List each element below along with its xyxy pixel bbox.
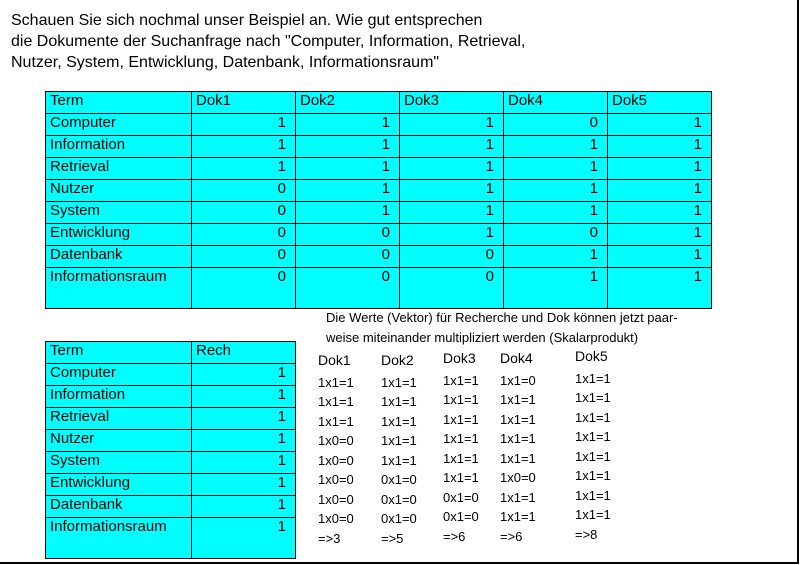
calc-line: 0x1=0 xyxy=(443,509,479,524)
table-row xyxy=(46,430,296,452)
value-cell: 1 xyxy=(504,180,608,202)
calc-column xyxy=(318,351,354,548)
calc-line: 1x1=0 xyxy=(500,372,536,388)
calc-line: 1x1=1 xyxy=(500,489,536,505)
value-cell: 1 xyxy=(400,158,504,180)
value-cell: 0 xyxy=(192,268,296,309)
calc-line: 1x1=1 xyxy=(575,370,611,386)
table-row xyxy=(46,474,296,496)
calc-header: Dok4 xyxy=(500,350,533,366)
table-row xyxy=(46,114,712,136)
calc-line: 1x1=1 xyxy=(318,374,354,390)
calc-line: 1x1=1 xyxy=(381,413,417,429)
value-cell: 1 xyxy=(192,364,296,386)
value-cell: 1 xyxy=(608,158,712,180)
calc-line: 1x1=1 xyxy=(500,392,536,407)
value-cell: 1 xyxy=(400,202,504,224)
calc-column xyxy=(500,349,536,546)
calc-line: 1x1=1 xyxy=(575,409,611,425)
value-cell: 0 xyxy=(296,246,400,268)
calc-header: Dok3 xyxy=(443,350,476,366)
calc-result: =>6 xyxy=(443,528,466,544)
value-cell: 1 xyxy=(504,136,608,158)
term-cell: Information xyxy=(46,136,192,158)
value-cell: 1 xyxy=(296,158,400,180)
value-cell: 1 xyxy=(296,180,400,202)
table-header-row xyxy=(46,92,712,114)
term-cell: Datenbank xyxy=(46,246,192,268)
calc-line: 0x1=0 xyxy=(381,491,417,507)
calc-header: Dok5 xyxy=(575,348,608,364)
value-cell: 1 xyxy=(504,158,608,180)
calc-line: 1x1=1 xyxy=(443,450,479,466)
calc-line: 1x1=1 xyxy=(381,452,417,468)
calc-column xyxy=(381,351,417,548)
calc-line: 1x1=1 xyxy=(500,431,536,446)
calc-line: 1x1=1 xyxy=(318,394,354,409)
calc-line: 1x1=1 xyxy=(443,392,479,407)
calc-line: 1x1=1 xyxy=(575,487,611,503)
value-cell: 1 xyxy=(192,114,296,136)
calc-result: =>5 xyxy=(381,530,404,546)
value-cell: 1 xyxy=(296,202,400,224)
term-cell: Retrieval xyxy=(46,158,192,180)
calc-line: 1x0=0 xyxy=(318,491,354,507)
calc-line: 1x0=0 xyxy=(318,511,354,526)
value-cell: 1 xyxy=(192,518,296,559)
header-cell: Dok1 xyxy=(192,92,296,114)
query-term-table xyxy=(45,341,296,559)
calc-line: 1x1=1 xyxy=(500,411,536,427)
value-cell: 0 xyxy=(192,202,296,224)
table-row xyxy=(46,180,712,202)
calc-result: =>6 xyxy=(500,528,523,544)
value-cell: 1 xyxy=(192,158,296,180)
calc-column xyxy=(443,349,479,546)
calc-result: =>3 xyxy=(318,530,341,546)
term-cell: Entwicklung xyxy=(46,474,192,496)
value-cell: 1 xyxy=(608,180,712,202)
table-row xyxy=(46,224,712,246)
intro-text xyxy=(11,10,525,73)
calc-line: 1x1=1 xyxy=(381,374,417,390)
value-cell: 1 xyxy=(192,408,296,430)
calc-line: 1x0=0 xyxy=(318,472,354,487)
term-cell: Computer xyxy=(46,114,192,136)
table-row xyxy=(46,364,296,386)
value-cell: 0 xyxy=(296,268,400,309)
value-cell: 1 xyxy=(504,202,608,224)
calc-header: Dok1 xyxy=(318,352,351,368)
term-cell: Nutzer xyxy=(46,180,192,202)
calc-line: 1x1=1 xyxy=(318,413,354,429)
value-cell: 0 xyxy=(296,224,400,246)
intro-line: die Dokumente der Suchanfrage nach "Computer, Information, Retrieval, xyxy=(11,33,526,50)
term-cell: Informationsraum xyxy=(46,518,192,559)
calc-line: 0x1=0 xyxy=(443,489,479,505)
note-line: weise miteinander multipliziert werden (Skalarprodukt) xyxy=(326,330,639,345)
calc-result: =>8 xyxy=(575,526,598,542)
calc-line: 1x1=1 xyxy=(443,411,479,427)
header-cell: Rech xyxy=(192,342,296,364)
value-cell: 0 xyxy=(192,224,296,246)
term-cell: Retrieval xyxy=(46,408,192,430)
value-cell: 0 xyxy=(192,180,296,202)
value-cell: 1 xyxy=(608,246,712,268)
calc-line: 1x1=1 xyxy=(443,431,479,446)
table-row xyxy=(46,386,296,408)
term-cell: System xyxy=(46,202,192,224)
table-row xyxy=(46,158,712,180)
calc-line: 1x1=1 xyxy=(575,468,611,483)
header-cell: Dok4 xyxy=(504,92,608,114)
table-row xyxy=(46,246,712,268)
term-cell: Informationsraum xyxy=(46,268,192,309)
table-row xyxy=(46,408,296,430)
calc-line: 1x1=1 xyxy=(381,433,417,448)
value-cell: 1 xyxy=(608,202,712,224)
value-cell: 0 xyxy=(192,246,296,268)
calc-line: 0x1=0 xyxy=(381,511,417,526)
table-row xyxy=(46,496,296,518)
calc-line: 1x1=1 xyxy=(575,448,611,464)
calc-line: 0x1=0 xyxy=(381,472,417,487)
calc-column xyxy=(575,347,611,544)
value-cell: 1 xyxy=(296,136,400,158)
table-row xyxy=(46,518,296,559)
value-cell: 1 xyxy=(608,224,712,246)
value-cell: 1 xyxy=(400,224,504,246)
value-cell: 1 xyxy=(400,136,504,158)
header-cell: Dok2 xyxy=(296,92,400,114)
calc-line: 1x1=1 xyxy=(443,470,479,485)
value-cell: 1 xyxy=(192,430,296,452)
note-line: Die Werte (Vektor) für Recherche und Dok können jetzt paar- xyxy=(326,310,678,325)
value-cell: 1 xyxy=(296,114,400,136)
value-cell: 1 xyxy=(504,268,608,309)
value-cell: 1 xyxy=(400,180,504,202)
calc-header: Dok2 xyxy=(381,352,414,368)
value-cell: 0 xyxy=(504,114,608,136)
calc-line: 1x0=0 xyxy=(318,433,354,448)
value-cell: 1 xyxy=(504,246,608,268)
header-cell: Term xyxy=(46,92,192,114)
document-term-table xyxy=(45,91,712,309)
value-cell: 1 xyxy=(192,386,296,408)
value-cell: 1 xyxy=(608,136,712,158)
term-cell: System xyxy=(46,452,192,474)
value-cell: 0 xyxy=(400,268,504,309)
intro-line: Nutzer, System, Entwicklung, Datenbank, Informationsraum" xyxy=(11,54,440,71)
term-cell: Entwicklung xyxy=(46,224,192,246)
term-cell: Information xyxy=(46,386,192,408)
header-cell: Term xyxy=(46,342,192,364)
calc-line: 1x1=1 xyxy=(381,394,417,409)
table-row xyxy=(46,202,712,224)
calc-line: 1x1=1 xyxy=(500,509,536,524)
calc-line: 1x0=0 xyxy=(318,452,354,468)
header-cell: Dok3 xyxy=(400,92,504,114)
value-cell: 1 xyxy=(608,268,712,309)
term-cell: Computer xyxy=(46,364,192,386)
term-cell: Nutzer xyxy=(46,430,192,452)
table-header-row xyxy=(46,342,296,364)
term-cell: Datenbank xyxy=(46,496,192,518)
value-cell: 1 xyxy=(400,114,504,136)
calc-line: 1x1=1 xyxy=(443,372,479,388)
scalar-product-note xyxy=(326,308,678,348)
calc-line: 1x0=0 xyxy=(500,470,536,485)
table-row xyxy=(46,452,296,474)
table-row xyxy=(46,136,712,158)
value-cell: 0 xyxy=(400,246,504,268)
calc-line: 1x1=1 xyxy=(575,429,611,444)
value-cell: 0 xyxy=(504,224,608,246)
value-cell: 1 xyxy=(192,496,296,518)
calc-line: 1x1=1 xyxy=(575,390,611,405)
calc-line: 1x1=1 xyxy=(575,507,611,522)
table-row xyxy=(46,268,712,309)
value-cell: 1 xyxy=(192,474,296,496)
calc-line: 1x1=1 xyxy=(500,450,536,466)
intro-line: Schauen Sie sich nochmal unser Beispiel an. Wie gut entsprechen xyxy=(11,12,483,29)
value-cell: 1 xyxy=(192,136,296,158)
header-cell: Dok5 xyxy=(608,92,712,114)
value-cell: 1 xyxy=(608,114,712,136)
value-cell: 1 xyxy=(192,452,296,474)
